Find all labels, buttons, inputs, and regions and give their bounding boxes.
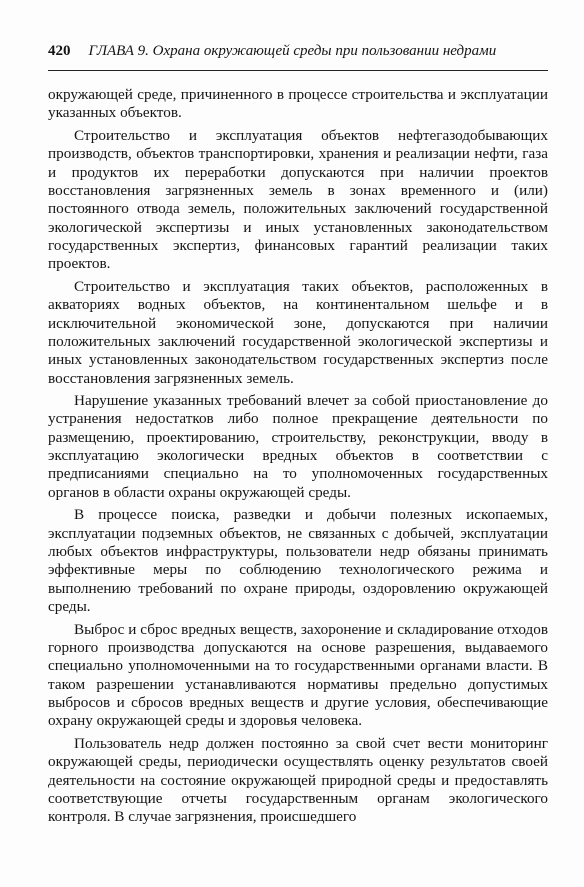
paragraph-continued: окружающей среде, причиненного в процессе строительства и эксплуатации указанных объектов. [48,86,548,122]
paragraph: Строительство и эксплуатация таких объектов, расположенных в акваториях водных объектов, на континентальном шельфе и в исключительной экономической зоне, допускаются при наличии положительных заключений государственной экологической экспертизы и иных установленных законодательством государственных экспертиз после восстановления загрязненных земель. [48,277,548,387]
paragraph: Выброс и сброс вредных веществ, захоронение и складирование отходов горного производства допускаются на основе разрешения, выдаваемого специально уполномоченными на то государственными органами власти. В таком разрешении устанавливаются нормативы предельно допустимых выбросов и сбросов вредных веществ и другие условия, обеспечивающие охрану окружающей среды и здоровья человека. [48,620,548,730]
body-text [48,86,548,831]
paragraph: В процессе поиска, разведки и добычи полезных ископаемых, эксплуатации подземных объектов, не связанных с добычей, эксплуатации любых объектов инфраструктуры, пользователи недр обязаны принимать эффективные меры по соблюдению технологического режима и выполнению требований по охране природы, оздоровлению окружающей среды. [48,506,548,616]
paragraph: Нарушение указанных требований влечет за собой приостановление до устранения недостатков либо полное прекращение деятельности по размещению, проектированию, строительству, реконструкции, вводу в эксплуатацию экологически вредных объектов в соответствии с предписаниями специально на то уполномоченных государственных органов в области охраны окружающей среды. [48,392,548,501]
paragraph: Пользователь недр должен постоянно за свой счет вести мониторинг окружающей среды, периодически осуществлять оценку результатов своей деятельности на состояние окружающей природной среды и предоставлять соответствующие отчеты государственным органам экологического контроля. В случае загрязнения, происшедшего [48,734,548,826]
running-head [48,40,548,62]
chapter-title: ГЛАВА 9. Охрана окружающей среды при пользовании недрами [88,43,497,59]
page-number: 420 [48,43,71,59]
header-rule [48,70,548,71]
paragraph: Строительство и эксплуатация объектов нефтегазодобывающих производств, объектов транспортировки, хранения и реализации нефти, газа и продуктов их переработки допускаются при наличии проектов восстановления загрязненных земель в зонах временного и (или) постоянного отвода земель, положительных заключений государственной экологической экспертизы и иных установленных законодательством государственных экспертиз, финансовых гарантий реализации таких проектов. [48,126,548,273]
